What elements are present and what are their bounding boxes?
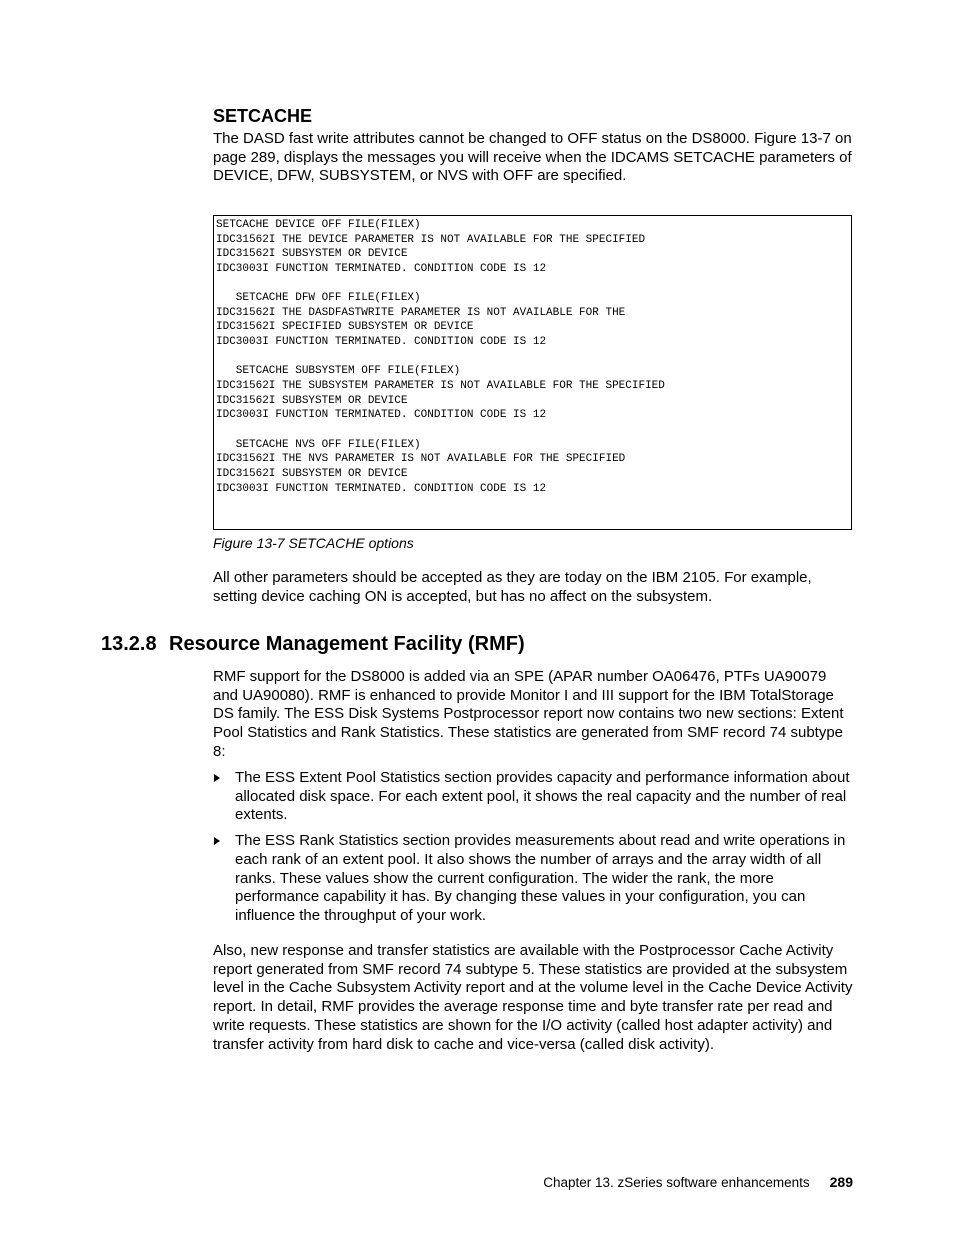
code-line: IDC31562I SPECIFIED SUBSYSTEM OR DEVICE [216,321,474,334]
code-line: IDC31562I SUBSYSTEM OR DEVICE [216,248,408,261]
code-line: IDC3003I FUNCTION TERMINATED. CONDITION CODE IS 12 [216,336,547,349]
section-heading [101,633,525,656]
code-line: SETCACHE DFW OFF FILE(FILEX) [216,292,421,305]
code-line: IDC31562I THE NVS PARAMETER IS NOT AVAILABLE FOR THE SPECIFIED [216,453,626,466]
bullet-list [213,769,853,933]
code-line: IDC31562I THE DASDFASTWRITE PARAMETER IS NOT AVAILABLE FOR THE [216,306,626,319]
triangle-bullet-icon [214,774,220,782]
code-line: IDC3003I FUNCTION TERMINATED. CONDITION CODE IS 12 [216,482,547,495]
section-title: Resource Management Facility (RMF) [169,633,525,655]
code-line: IDC3003I FUNCTION TERMINATED. CONDITION CODE IS 12 [216,262,547,275]
footer-chapter-title: Chapter 13. zSeries software enhancements [543,1175,810,1190]
after-figure-paragraph: All other parameters should be accepted as they are today on the IBM 2105. For example, setting device caching ON is accepted, but has no affect on the subsystem. [213,569,812,605]
code-line: IDC31562I THE DEVICE PARAMETER IS NOT AVAILABLE FOR THE SPECIFIED [216,233,646,246]
page-number: 289 [829,1174,853,1190]
list-item [213,769,853,825]
section-number: 13.2.8 [101,633,157,655]
bullet-text: The ESS Extent Pool Statistics section provides capacity and performance information about allocated disk space. For each extent pool, it shows the real capacity and the number of real extents. [235,769,850,824]
setcache-intro-paragraph: The DASD fast write attributes cannot be changed to OFF status on the DS8000. Figure 13-7 on page 289, displays the messages you will receive when the IDCAMS SETCACHE parameters of DEVICE, DFW, SUBSYSTEM, or NVS with OFF are specified. [213,130,852,185]
code-line: SETCACHE SUBSYSTEM OFF FILE(FILEX) [216,365,461,378]
section-intro-paragraph: RMF support for the DS8000 is added via an SPE (APAR number OA06476, PTFs UA90079 and UA90080). RMF is enhanced to provide Monitor I and III support for the IBM TotalStorage DS family. The ESS Disk Systems Postprocessor report now contains two new sections: Extent Pool Statistics and Rank Statistics. These statistics are generated from SMF record 74 subtype 8: [213,668,844,760]
code-line: SETCACHE NVS OFF FILE(FILEX) [216,438,421,451]
code-line: IDC31562I SUBSYSTEM OR DEVICE [216,467,408,480]
code-listing [213,215,852,530]
code-line: IDC3003I FUNCTION TERMINATED. CONDITION CODE IS 12 [216,409,547,422]
code-line: IDC31562I THE SUBSYSTEM PARAMETER IS NOT AVAILABLE FOR THE SPECIFIED [216,380,665,393]
list-item [213,832,853,926]
page-footer [543,1174,853,1190]
code-line: IDC31562I SUBSYSTEM OR DEVICE [216,394,408,407]
setcache-heading: SETCACHE [213,106,313,126]
code-line [216,277,851,292]
closing-paragraph: Also, new response and transfer statistics are available with the Postprocessor Cache Activity report generated from SMF record 74 subtype 5. These statistics are provided at the subsystem level in the Cache Subsystem Activity report and at the volume level in the Cache Device Activity report. In detail, RMF provides the average response time and byte transfer rate per read and write requests. These statistics are shown for the I/O activity (called host adapter activity) and transfer activity from hard disk to cache and vice-versa (called disk activity). [213,942,853,1053]
triangle-bullet-icon [214,837,220,845]
code-line [216,350,851,365]
code-line: SETCACHE DEVICE OFF FILE(FILEX) [216,219,421,231]
code-line [216,423,851,438]
figure-caption: Figure 13-7 SETCACHE options [213,535,414,551]
bullet-text: The ESS Rank Statistics section provides measurements about read and write operations in each rank of an extent pool. It also shows the number of arrays and the array width of all ranks. These values show the current configuration. The wider the rank, the more performance capability it has. By changing these values in your configuration, you can influence the throughput of your work. [235,832,846,924]
